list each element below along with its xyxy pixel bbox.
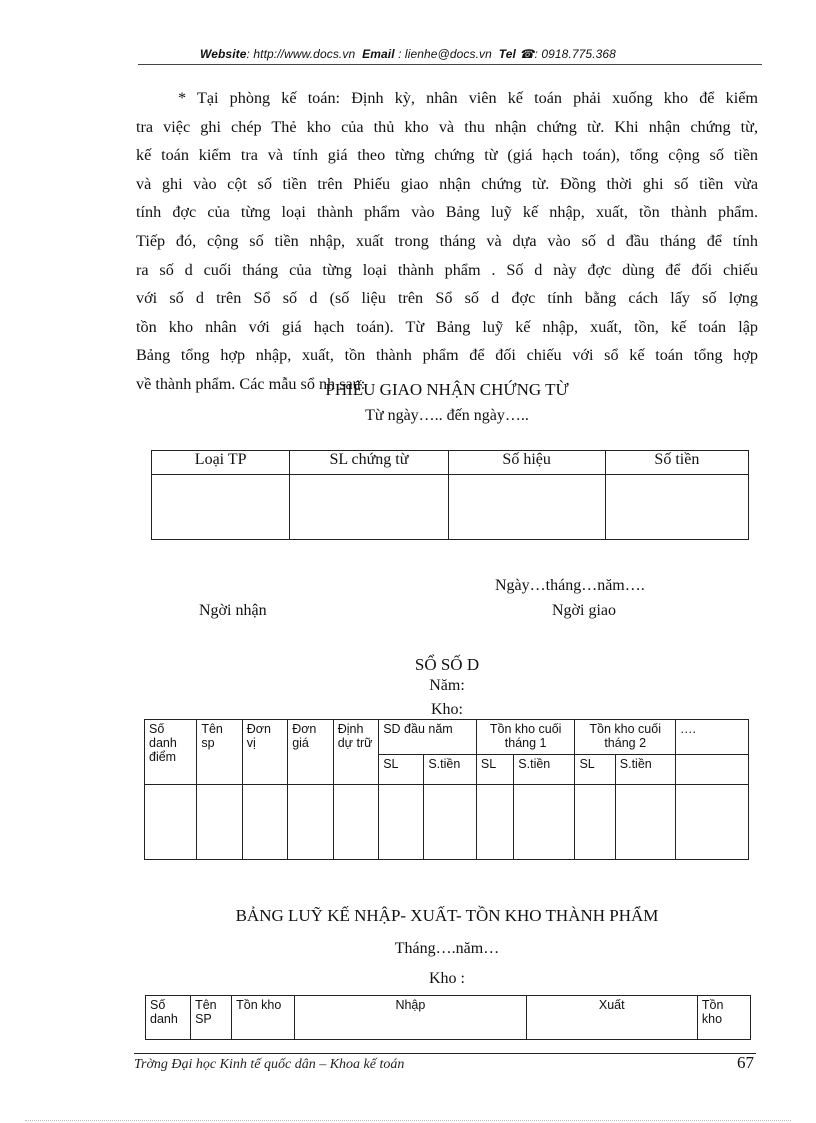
body-paragraph <box>136 84 758 399</box>
col-so-hieu: Số hiệu <box>448 451 605 475</box>
col-ton-kho-t1: Tồn kho cuối tháng 1 <box>476 720 575 755</box>
paragraph-line: Bảng tổng hợp nhập, xuất, tồn thành phẩm để đối chiếu với sổ kế toán tổng hợp <box>136 346 758 365</box>
col-ten-sp: Tên sp <box>197 720 242 785</box>
col-ton-kho-end: Tồn kho <box>697 996 750 1040</box>
paragraph-line: kế toán kiểm tra và tính giá theo từng chứng từ (giá hạch toán), tổng cộng số tiền <box>136 146 758 165</box>
table-cell <box>145 785 197 860</box>
table-cell <box>605 475 748 540</box>
sub-sl: SL <box>476 755 513 785</box>
table-cell <box>424 785 477 860</box>
table-cell <box>379 785 424 860</box>
footer-text: Trờng Đại học Kinh tế quốc dân – Khoa kế toán <box>134 1057 405 1072</box>
sub-stien: S.tiền <box>514 755 575 785</box>
form3-month: Tháng….năm… <box>394 940 500 957</box>
col-nhap: Nhập <box>295 996 526 1040</box>
form3-warehouse: Kho : <box>429 970 465 987</box>
email-label: Email <box>362 47 395 61</box>
col-sd-dau-nam: SD đầu năm <box>379 720 477 755</box>
col-sl-chung-tu: SL chứng từ <box>290 451 448 475</box>
form1-title: PHIẾU GIAO NHẬN CHỨNG TỪ <box>325 380 569 399</box>
col-don-vi: Đơn vị <box>242 720 287 785</box>
footer-divider <box>134 1053 756 1054</box>
col-dinh-du-tru: Định dự trữ <box>333 720 379 785</box>
table-cell <box>152 475 290 540</box>
email-value[interactable]: : lienhe@docs.vn <box>398 47 492 61</box>
paragraph-line: về thành phẩm. Các mẫu sổ nh sau: <box>136 374 366 393</box>
paragraph-line: với số d trên Sổ số d (số liệu trên Sổ số d đợc tính bằng cách lấy số lợng <box>136 289 758 308</box>
page-number: 67 <box>737 1053 754 1072</box>
sub-stien: S.tiền <box>615 755 675 785</box>
paragraph-line: Tiếp đó, cộng số tiền nhập, xuất trong tháng và dựa vào số d đầu tháng để tính <box>136 231 758 250</box>
table-cell <box>290 475 448 540</box>
col-xuat: Xuất <box>526 996 697 1040</box>
tel-value: : 0918.775.368 <box>534 47 616 61</box>
sub-sl: SL <box>575 755 615 785</box>
table-cell <box>615 785 675 860</box>
paragraph-line: và ghi vào cột số tiền trên Phiếu giao nhận chứng từ. Đồng thời ghi số tiền vừa <box>136 174 758 193</box>
paragraph-line: * Tại phòng kế toán: Định kỳ, nhân viên kế toán phải xuống kho để kiểm <box>178 89 758 107</box>
table-cell <box>333 785 379 860</box>
paragraph-line: tồn kho nhân với giá hạch toán). Từ Bảng luỹ kế nhập, xuất, tồn, kế toán lập <box>136 317 758 336</box>
form3-title: BẢNG LUỸ KẾ NHẬP- XUẤT- TỒN KHO THÀNH PHẨM <box>235 906 659 925</box>
col-ten-sp: Tên SP <box>191 996 232 1040</box>
table-cell <box>476 785 513 860</box>
col-so-danh: Số danh <box>146 996 191 1040</box>
table-cell <box>675 755 748 785</box>
tel-label: Tel <box>498 47 516 61</box>
col-so-danh-diem: Số danh điểm <box>145 720 197 785</box>
sub-stien: S.tiền <box>424 755 477 785</box>
form2-table <box>144 719 749 860</box>
paragraph-line: tính đợc của từng loại thành phẩm vào Bảng luỹ kế nhập, xuất, tồn thành phẩm. <box>136 203 758 222</box>
form3-table <box>145 995 751 1040</box>
form1-date-line: Ngày…tháng…năm…. <box>495 577 645 594</box>
table-cell <box>675 785 748 860</box>
table-cell <box>288 785 333 860</box>
form2-year: Năm: <box>429 677 465 694</box>
paragraph-line: ra số d cuối tháng của từng loại thành phẩm . Số d này đợc dùng để đối chiếu <box>136 260 758 279</box>
col-don-gia: Đơn giá <box>288 720 333 785</box>
form1-receiver: Ngời nhận <box>199 602 267 619</box>
paragraph-line: tra việc ghi chép Thẻ kho của thủ kho và thu nhận chứng từ. Khi nhận chứng từ, <box>136 117 758 136</box>
page-bottom-border <box>25 1120 791 1121</box>
sub-sl: SL <box>379 755 424 785</box>
table-cell <box>448 475 605 540</box>
form1-table <box>151 450 749 540</box>
page-header <box>0 47 816 61</box>
form1-giver: Ngời giao <box>552 602 617 619</box>
col-ton-kho-start: Tồn kho <box>232 996 295 1040</box>
form2-warehouse: Kho: <box>431 701 463 718</box>
col-loai-tp: Loại TP <box>152 451 290 475</box>
form1-subtitle: Từ ngày….. đến ngày….. <box>365 407 529 424</box>
col-ton-kho-t2: Tồn kho cuối tháng 2 <box>575 720 676 755</box>
table-cell <box>242 785 287 860</box>
website-value[interactable]: : http://www.docs.vn <box>246 47 356 61</box>
phone-icon: ☎ <box>519 47 535 61</box>
form2-title: SỔ SỐ D <box>414 655 480 674</box>
table-cell <box>197 785 242 860</box>
table-cell <box>514 785 575 860</box>
header-divider <box>138 64 762 65</box>
table-cell <box>575 785 615 860</box>
col-more: …. <box>675 720 748 755</box>
website-label: Website <box>200 47 247 61</box>
col-so-tien: Số tiền <box>605 451 748 475</box>
